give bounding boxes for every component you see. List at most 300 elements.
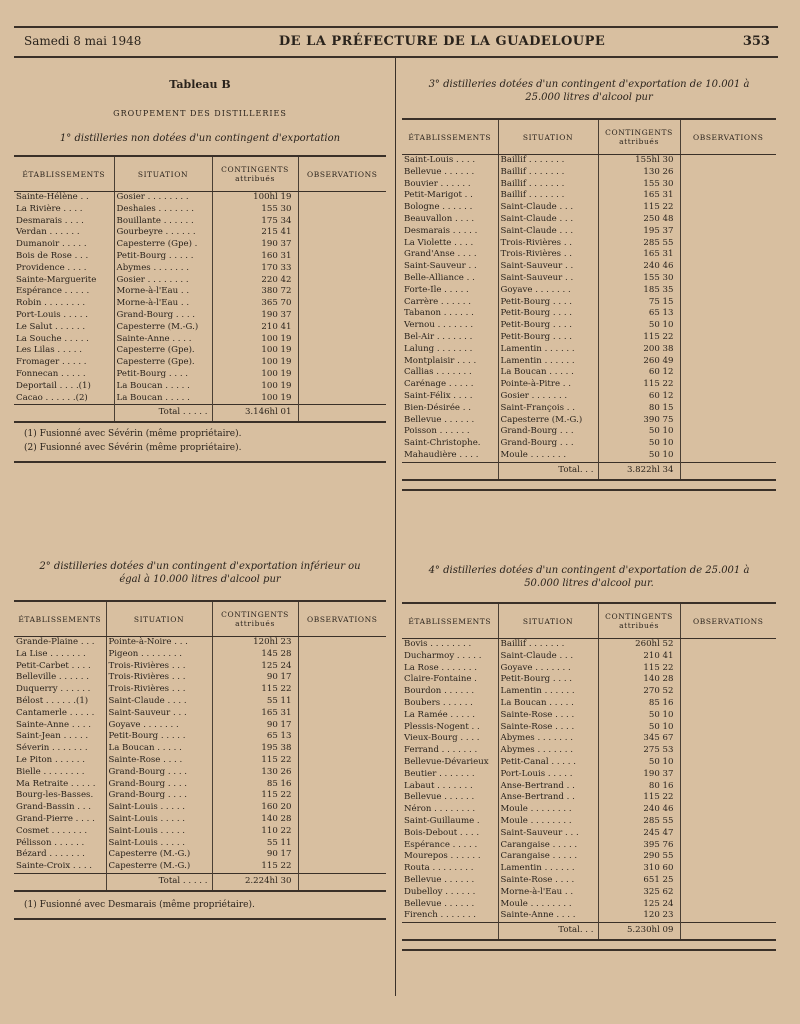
row-contingent: 240 46 (598, 804, 680, 816)
table-row (402, 167, 776, 179)
row-observations (298, 802, 386, 814)
row-situation: Carangaise . . . . . (498, 851, 598, 863)
row-situation: Sainte-Rose . . . . (498, 875, 598, 887)
row-establishment: Bellevue-Dévarieux (404, 756, 489, 767)
row-contingent: 115 22 (598, 379, 680, 391)
row-observations (680, 792, 776, 804)
row-observations (680, 438, 776, 450)
row-observations (680, 781, 776, 793)
row-observations (298, 861, 386, 873)
row-situation: Capesterre (M.-G.) (498, 415, 598, 427)
row-situation: Saint-Claude . . . . (106, 696, 212, 708)
table-row (402, 190, 776, 202)
table-row (14, 861, 386, 873)
row-situation: Saint-Claude . . . (498, 226, 598, 238)
row-situation: Lamentin . . . . . . (498, 344, 598, 356)
table-row (402, 781, 776, 793)
row-contingent: 100hl 19 (212, 192, 298, 204)
row-contingent: 155 30 (598, 273, 680, 285)
table-row (402, 863, 776, 875)
row-observations (298, 731, 386, 743)
row-contingent: 120hl 23 (212, 637, 298, 649)
table-row (14, 381, 386, 393)
table-row (14, 204, 386, 216)
row-establishment: Carrère . . . . . . (404, 296, 471, 307)
table-row (402, 202, 776, 214)
row-observations (298, 334, 386, 346)
total-label: Total . . . . . (114, 405, 212, 423)
table-row (402, 285, 776, 297)
table-section-4 (402, 602, 776, 941)
total-row (402, 462, 776, 480)
table-row (402, 297, 776, 309)
col-etablissements: ÉTABLISSEMENTS (402, 119, 498, 155)
table-row (402, 851, 776, 863)
row-establishment: Bois de Rose . . . (16, 250, 89, 261)
row-situation: Trois-Rivières . . . (106, 684, 212, 696)
row-contingent: 55 11 (212, 696, 298, 708)
row-establishment: Sainte-Anne . . . . (16, 719, 91, 730)
section-1-subtitle: 1° distilleries non dotées d'un contingent d'exportation (59, 133, 341, 144)
table-row (402, 332, 776, 344)
row-situation: Lamentin . . . . . . (498, 863, 598, 875)
row-contingent: 395 76 (598, 840, 680, 852)
row-situation: Grand-Bourg . . . . (114, 310, 212, 322)
row-contingent: 90 17 (212, 720, 298, 732)
row-establishment: Séverin . . . . . . . (16, 743, 88, 754)
row-contingent: 145 28 (212, 649, 298, 661)
row-observations (298, 637, 386, 649)
row-observations (680, 403, 776, 415)
row-situation: La Boucan . . . . . (106, 743, 212, 755)
row-situation: Capesterre (M.-G.) (106, 849, 212, 861)
row-observations (680, 851, 776, 863)
row-establishment: Mahaudière . . . . (404, 449, 479, 460)
row-situation: Baillif . . . . . . . (498, 639, 598, 651)
table-row (14, 334, 386, 346)
row-situation: Saint-Sauveur . . . (106, 708, 212, 720)
row-establishment: Bellevue . . . . . . (404, 792, 475, 803)
col-etablissements: ÉTABLISSEMENTS (14, 156, 114, 192)
row-contingent: 260hl 52 (598, 639, 680, 651)
row-establishment: Bourg-les-Basses. (16, 790, 94, 801)
total-value: 3.822hl 34 (598, 462, 680, 480)
row-contingent: 125 24 (598, 899, 680, 911)
section-3-subtitle: 3° distilleries dotées d'un contingent d'exportation de 10.001 à 25.000 litres d'alcool pur (428, 79, 750, 103)
row-observations (298, 357, 386, 369)
row-situation: Capesterre (Gpe). (114, 345, 212, 357)
row-contingent: 165 31 (212, 708, 298, 720)
row-situation: Goyave . . . . . . . (106, 720, 212, 732)
row-establishment: Bielle . . . . . . . . (16, 766, 85, 777)
row-observations (680, 745, 776, 757)
row-situation: Saint-François . . (498, 403, 598, 415)
row-observations (680, 828, 776, 840)
row-observations (680, 202, 776, 214)
row-contingent: 115 22 (212, 684, 298, 696)
row-observations (298, 767, 386, 779)
table-row (402, 887, 776, 899)
row-contingent: 210 41 (212, 322, 298, 334)
row-situation: Moule . . . . . . . . (498, 804, 598, 816)
row-situation: Capesterre (M.-G.) (106, 861, 212, 873)
row-establishment: Bourdon . . . . . . (404, 686, 475, 697)
row-establishment: La Rivière . . . . (16, 203, 83, 214)
row-contingent: 215 41 (212, 227, 298, 239)
row-contingent: 155hl 30 (598, 155, 680, 167)
row-observations (298, 239, 386, 251)
table-section-3 (402, 118, 776, 481)
row-establishment: Beauvallon . . . . (404, 213, 475, 224)
table-row (14, 357, 386, 369)
table-row (402, 273, 776, 285)
row-situation: Gosier . . . . . . . (498, 391, 598, 403)
row-contingent: 290 55 (598, 851, 680, 863)
row-establishment: Sainte-Croix . . . . (16, 861, 93, 872)
row-contingent: 175 34 (212, 216, 298, 228)
header-title: DE LA PRÉFECTURE DE LA GUADELOUPE (278, 33, 606, 49)
row-contingent: 200 38 (598, 344, 680, 356)
row-situation: Anse-Bertrand . . (498, 781, 598, 793)
row-observations (680, 273, 776, 285)
row-observations (680, 155, 776, 167)
table-row (402, 710, 776, 722)
row-contingent: 65 13 (212, 731, 298, 743)
row-establishment: Grande-Plaine . . . (16, 637, 95, 647)
row-contingent: 50 10 (598, 757, 680, 769)
table-row (14, 767, 386, 779)
row-establishment: Callias . . . . . . . (404, 367, 472, 378)
row-establishment: Dumanoir . . . . . (16, 239, 87, 250)
table-row (402, 674, 776, 686)
row-contingent: 50 10 (598, 722, 680, 734)
table-row (402, 792, 776, 804)
row-situation: Morne-à-l'Eau . . (114, 298, 212, 310)
row-contingent: 130 26 (212, 767, 298, 779)
row-contingent: 160 20 (212, 802, 298, 814)
row-situation: Moule . . . . . . . (498, 450, 598, 462)
row-contingent: 165 31 (598, 190, 680, 202)
header-rule (14, 56, 778, 58)
row-contingent: 140 28 (598, 674, 680, 686)
row-contingent: 100 19 (212, 334, 298, 346)
header-page-number: 353 (742, 33, 770, 49)
row-establishment: Cantamerle . . . . . (16, 707, 95, 718)
row-observations (298, 743, 386, 755)
row-observations (680, 226, 776, 238)
total-spacer (402, 923, 498, 941)
col-observations: OBSERVATIONS (680, 603, 776, 639)
table-row (402, 238, 776, 250)
row-observations (680, 450, 776, 462)
section-1-end-rule (14, 461, 386, 463)
row-observations (298, 310, 386, 322)
row-establishment: Pélisson . . . . . . (16, 837, 85, 848)
row-establishment: Fonnecan . . . . . (16, 368, 86, 379)
row-situation: Petit-Canal . . . . . (498, 757, 598, 769)
table-row (402, 438, 776, 450)
section-2-notes (14, 898, 386, 912)
section-4-end-rule (402, 949, 776, 951)
row-situation: Morne-à-l'Eau . . (114, 286, 212, 298)
row-establishment: Belle-Alliance . . (404, 272, 475, 283)
row-situation: Pointe-à-Pitre . . (498, 379, 598, 391)
col-observations: OBSERVATIONS (680, 119, 776, 155)
table-row (14, 649, 386, 661)
row-establishment: La Ramée . . . . . (404, 709, 475, 720)
row-establishment: Saint-Louis . . . . (404, 155, 476, 165)
row-observations (680, 285, 776, 297)
section-2-end-rule (14, 918, 386, 920)
row-observations (680, 887, 776, 899)
row-contingent: 210 41 (598, 651, 680, 663)
row-contingent: 85 16 (598, 698, 680, 710)
total-row (402, 923, 776, 941)
row-contingent: 345 67 (598, 733, 680, 745)
row-contingent: 50 10 (598, 450, 680, 462)
row-situation: Baillif . . . . . . . (498, 179, 598, 191)
row-contingent: 195 37 (598, 226, 680, 238)
row-establishment: Robin . . . . . . . . (16, 298, 86, 309)
row-situation: Petit-Bourg . . . . (498, 332, 598, 344)
row-situation: Capesterre (Gpe) . (114, 239, 212, 251)
table-row (402, 344, 776, 356)
row-establishment: Ducharmoy . . . . . (404, 650, 482, 661)
total-value: 2.224hl 30 (212, 873, 298, 891)
row-situation: Sainte-Rose . . . . (106, 755, 212, 767)
row-situation: Grand-Bourg . . . . (106, 779, 212, 791)
row-establishment: Desmarais . . . . . (404, 225, 478, 236)
row-contingent: 220 42 (212, 275, 298, 287)
row-contingent: 155 30 (598, 179, 680, 191)
total-row (14, 873, 386, 891)
total-observations (298, 405, 386, 423)
row-contingent: 190 37 (212, 239, 298, 251)
row-observations (680, 722, 776, 734)
row-contingent: 130 26 (598, 167, 680, 179)
row-establishment: La Lise . . . . . . . (16, 648, 86, 659)
row-contingent: 85 16 (212, 779, 298, 791)
table-row (402, 391, 776, 403)
table-row (14, 310, 386, 322)
row-establishment: Petit-Carbet . . . . (16, 660, 91, 671)
row-establishment: Poisson . . . . . . (404, 426, 470, 437)
row-establishment: Forte-Île . . . . . (404, 284, 469, 295)
row-situation: Grand-Bourg . . . (498, 426, 598, 438)
total-label: Total. . . (498, 923, 598, 941)
col-contingents: CONTINGENTS attribués (598, 603, 680, 639)
total-spacer (14, 405, 114, 423)
row-establishment: Vernou . . . . . . . (404, 320, 474, 331)
table-row (402, 179, 776, 191)
table-row (14, 731, 386, 743)
table-row (14, 684, 386, 696)
row-contingent: 100 19 (212, 381, 298, 393)
row-observations (298, 286, 386, 298)
row-establishment: Mourepos . . . . . . (404, 851, 481, 862)
row-contingent: 365 70 (212, 298, 298, 310)
row-observations (298, 204, 386, 216)
row-establishment: Saint-Guillaume . (404, 815, 480, 826)
row-establishment: Espérance . . . . . (16, 286, 90, 297)
col-etablissements: ÉTABLISSEMENTS (14, 601, 106, 637)
row-observations (680, 769, 776, 781)
row-contingent: 55 11 (212, 838, 298, 850)
table-row (14, 755, 386, 767)
row-contingent: 110 22 (212, 826, 298, 838)
row-situation: Trois-Rivières . . . (106, 672, 212, 684)
row-contingent: 115 22 (212, 861, 298, 873)
row-observations (298, 263, 386, 275)
row-observations (298, 192, 386, 204)
row-observations (680, 391, 776, 403)
row-observations (680, 167, 776, 179)
table-row (402, 308, 776, 320)
row-observations (680, 804, 776, 816)
row-situation: Gourbeyre . . . . . . (114, 227, 212, 239)
table-section-2 (14, 600, 386, 892)
row-observations (298, 322, 386, 334)
row-contingent: 115 22 (212, 790, 298, 802)
row-situation: Port-Louis . . . . . (498, 769, 598, 781)
row-contingent: 50 10 (598, 426, 680, 438)
row-situation: Petit-Bourg . . . . . (114, 251, 212, 263)
row-situation: Sainte-Anne . . . . (498, 910, 598, 922)
row-establishment: La Souche . . . . . (16, 333, 89, 344)
table-row (14, 790, 386, 802)
table-row (402, 261, 776, 273)
note-2: (2) Fusionné avec Sévérin (même propriétaire). (24, 443, 242, 454)
row-situation: Lamentin . . . . . . (498, 686, 598, 698)
table-row (14, 251, 386, 263)
row-contingent: 90 17 (212, 672, 298, 684)
table-row (14, 708, 386, 720)
row-observations (298, 393, 386, 405)
row-situation: Petit-Bourg . . . . . (106, 731, 212, 743)
col-observations: OBSERVATIONS (298, 601, 386, 637)
row-contingent: 140 28 (212, 814, 298, 826)
row-establishment: Petit-Marigot . . (404, 190, 473, 201)
row-contingent: 60 12 (598, 367, 680, 379)
row-contingent: 165 31 (598, 249, 680, 261)
row-establishment: Plessis-Nogent . . (404, 721, 480, 732)
row-establishment: Ma Retraite . . . . . (16, 778, 96, 789)
row-observations (298, 826, 386, 838)
table-row (14, 239, 386, 251)
row-observations (680, 261, 776, 273)
row-observations (298, 696, 386, 708)
row-observations (680, 875, 776, 887)
table-row (14, 838, 386, 850)
section-3 (402, 78, 776, 491)
row-observations (680, 415, 776, 427)
row-contingent: 115 22 (598, 202, 680, 214)
section-2-subtitle: 2° distilleries dotées d'un contingent d'exportation inférieur ou égal à 10.000 litres d'alcool pur (39, 561, 361, 585)
table-row (402, 639, 776, 651)
row-observations (298, 708, 386, 720)
total-observations (680, 462, 776, 480)
table-row (402, 816, 776, 828)
row-establishment: Bovis . . . . . . . . (404, 639, 472, 649)
row-observations (298, 227, 386, 239)
row-contingent: 90 17 (212, 849, 298, 861)
row-observations (298, 216, 386, 228)
table-row (402, 450, 776, 462)
row-establishment: Boubers . . . . . . (404, 697, 473, 708)
row-contingent: 80 16 (598, 781, 680, 793)
table-row (402, 899, 776, 911)
row-situation: Baillif . . . . . . . (498, 155, 598, 167)
row-observations (680, 651, 776, 663)
row-situation: Anse-Bertrand . . (498, 792, 598, 804)
row-situation: Goyave . . . . . . . (498, 663, 598, 675)
row-observations (680, 816, 776, 828)
row-establishment: Verdan . . . . . . (16, 227, 80, 238)
row-observations (680, 238, 776, 250)
row-situation: Saint-Claude . . . (498, 214, 598, 226)
row-situation: Abymes . . . . . . . (114, 263, 212, 275)
row-observations (298, 684, 386, 696)
table-row (402, 804, 776, 816)
table-row (402, 828, 776, 840)
row-establishment: Saint-Sauveur . . (404, 261, 477, 272)
row-establishment: Bellevue . . . . . . (404, 898, 475, 909)
row-contingent: 285 55 (598, 816, 680, 828)
row-contingent: 100 19 (212, 393, 298, 405)
row-situation: Petit-Bourg . . . . (114, 369, 212, 381)
row-establishment: Duquerry . . . . . . (16, 684, 91, 695)
row-situation: Grand-Bourg . . . . (106, 790, 212, 802)
row-situation: La Boucan . . . . . (498, 367, 598, 379)
row-establishment: Saint-Christophe. (404, 438, 481, 449)
row-establishment: Les Lilas . . . . . (16, 345, 82, 356)
section-1 (14, 66, 386, 463)
row-situation: Saint-Sauveur . . (498, 273, 598, 285)
row-contingent: 115 22 (598, 792, 680, 804)
table-row (402, 415, 776, 427)
row-observations (298, 369, 386, 381)
table-row (14, 849, 386, 861)
row-observations (298, 672, 386, 684)
row-situation: Lamentin . . . . . . (498, 356, 598, 368)
row-situation: Saint-Louis . . . . . (106, 826, 212, 838)
row-observations (680, 910, 776, 922)
row-observations (680, 639, 776, 651)
row-situation: La Boucan . . . . . (498, 698, 598, 710)
table-row (14, 275, 386, 287)
row-contingent: 115 22 (598, 332, 680, 344)
table-row (402, 733, 776, 745)
row-observations (680, 356, 776, 368)
table-row (402, 910, 776, 922)
row-establishment: Carénage . . . . . (404, 379, 474, 390)
row-establishment: Bézard . . . . . . . (16, 849, 85, 860)
table-row (14, 192, 386, 204)
row-establishment: Port-Louis . . . . . (16, 309, 88, 320)
row-establishment: Lalung . . . . . . . (404, 343, 473, 354)
row-situation: Saint-Louis . . . . . (106, 838, 212, 850)
table-row (14, 696, 386, 708)
row-establishment: Dubelloy . . . . . . (404, 886, 476, 897)
row-situation: Sainte-Rose . . . . (498, 710, 598, 722)
row-establishment: Bellevue . . . . . . (404, 414, 475, 425)
section-2 (14, 560, 386, 920)
col-observations: OBSERVATIONS (298, 156, 386, 192)
row-situation: Grand-Bourg . . . (498, 438, 598, 450)
row-contingent: 190 37 (212, 310, 298, 322)
row-observations (298, 755, 386, 767)
row-establishment: Montplaisir . . . . (404, 355, 477, 366)
